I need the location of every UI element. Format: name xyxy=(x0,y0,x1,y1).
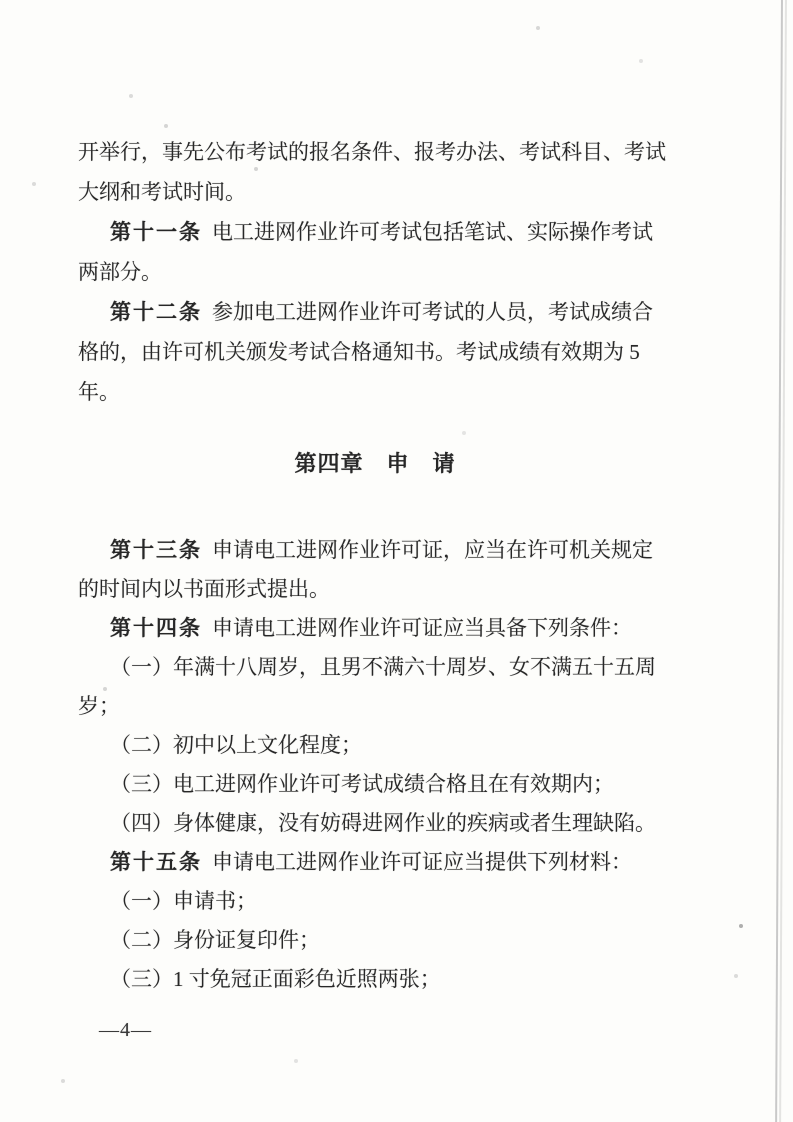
article-number: 第十四条 xyxy=(110,617,202,640)
text-line xyxy=(78,372,672,412)
text-line xyxy=(78,531,672,570)
line-text: （一）年满十八周岁，且男不满六十周岁、女不满五十五周 xyxy=(110,655,656,679)
chapter-heading: 第四章 申 请 xyxy=(294,451,456,476)
line-text: 参加电工进网作业许可考试的人员，考试成绩合 xyxy=(212,300,653,324)
text-line xyxy=(78,882,672,921)
line-text: 申请电工进网作业许可证应当提供下列材料： xyxy=(212,850,632,874)
text-line xyxy=(78,921,672,960)
text-line xyxy=(78,252,672,292)
text-line xyxy=(78,172,672,212)
article-number: 第十一条 xyxy=(110,221,202,244)
text-line xyxy=(78,726,672,765)
article-number: 第十二条 xyxy=(110,301,202,324)
text-line xyxy=(78,765,672,804)
line-text: （二）身份证复印件； xyxy=(110,928,320,952)
text-line xyxy=(78,132,672,172)
line-text: 格的，由许可机关颁发考试合格通知书。考试成绩有效期为 5 xyxy=(78,340,640,364)
text-line xyxy=(78,687,672,726)
article-number: 第十五条 xyxy=(110,851,202,874)
line-text: 的时间内以书面形式提出。 xyxy=(78,577,330,601)
text-line xyxy=(78,570,672,609)
page-number: —4— xyxy=(99,1019,152,1041)
text-line xyxy=(78,843,672,882)
paragraph-block-bottom xyxy=(78,531,672,999)
line-text: 开举行，事先公布考试的报名条件、报考办法、考试科目、考试 xyxy=(78,140,666,164)
article-number: 第十三条 xyxy=(110,539,202,562)
line-text: 大纲和考试时间。 xyxy=(78,180,246,204)
line-text: （一）申请书； xyxy=(110,889,257,913)
text-line xyxy=(78,332,672,372)
line-text: （三）1 寸免冠正面彩色近照两张； xyxy=(110,967,441,991)
line-text: 申请电工进网作业许可证，应当在许可机关规定 xyxy=(212,538,653,562)
text-line xyxy=(78,648,672,687)
scan-noise xyxy=(0,0,2,2)
line-text: 年。 xyxy=(78,380,120,404)
text-line xyxy=(78,212,672,252)
text-line xyxy=(78,960,672,999)
line-text: （二）初中以上文化程度； xyxy=(110,733,362,757)
paragraph-block-top xyxy=(78,132,672,412)
line-text: 电工进网作业许可考试包括笔试、实际操作考试 xyxy=(212,220,653,244)
text-line xyxy=(78,292,672,332)
text-line xyxy=(78,804,672,843)
line-text: 岁； xyxy=(78,694,120,718)
text-line xyxy=(78,609,672,648)
line-text: 申请电工进网作业许可证应当具备下列条件： xyxy=(212,616,632,640)
line-text: （三）电工进网作业许可考试成绩合格且在有效期内； xyxy=(110,772,614,796)
line-text: 两部分。 xyxy=(78,260,162,284)
line-text: （四）身体健康，没有妨碍进网作业的疾病或者生理缺陷。 xyxy=(110,811,656,835)
